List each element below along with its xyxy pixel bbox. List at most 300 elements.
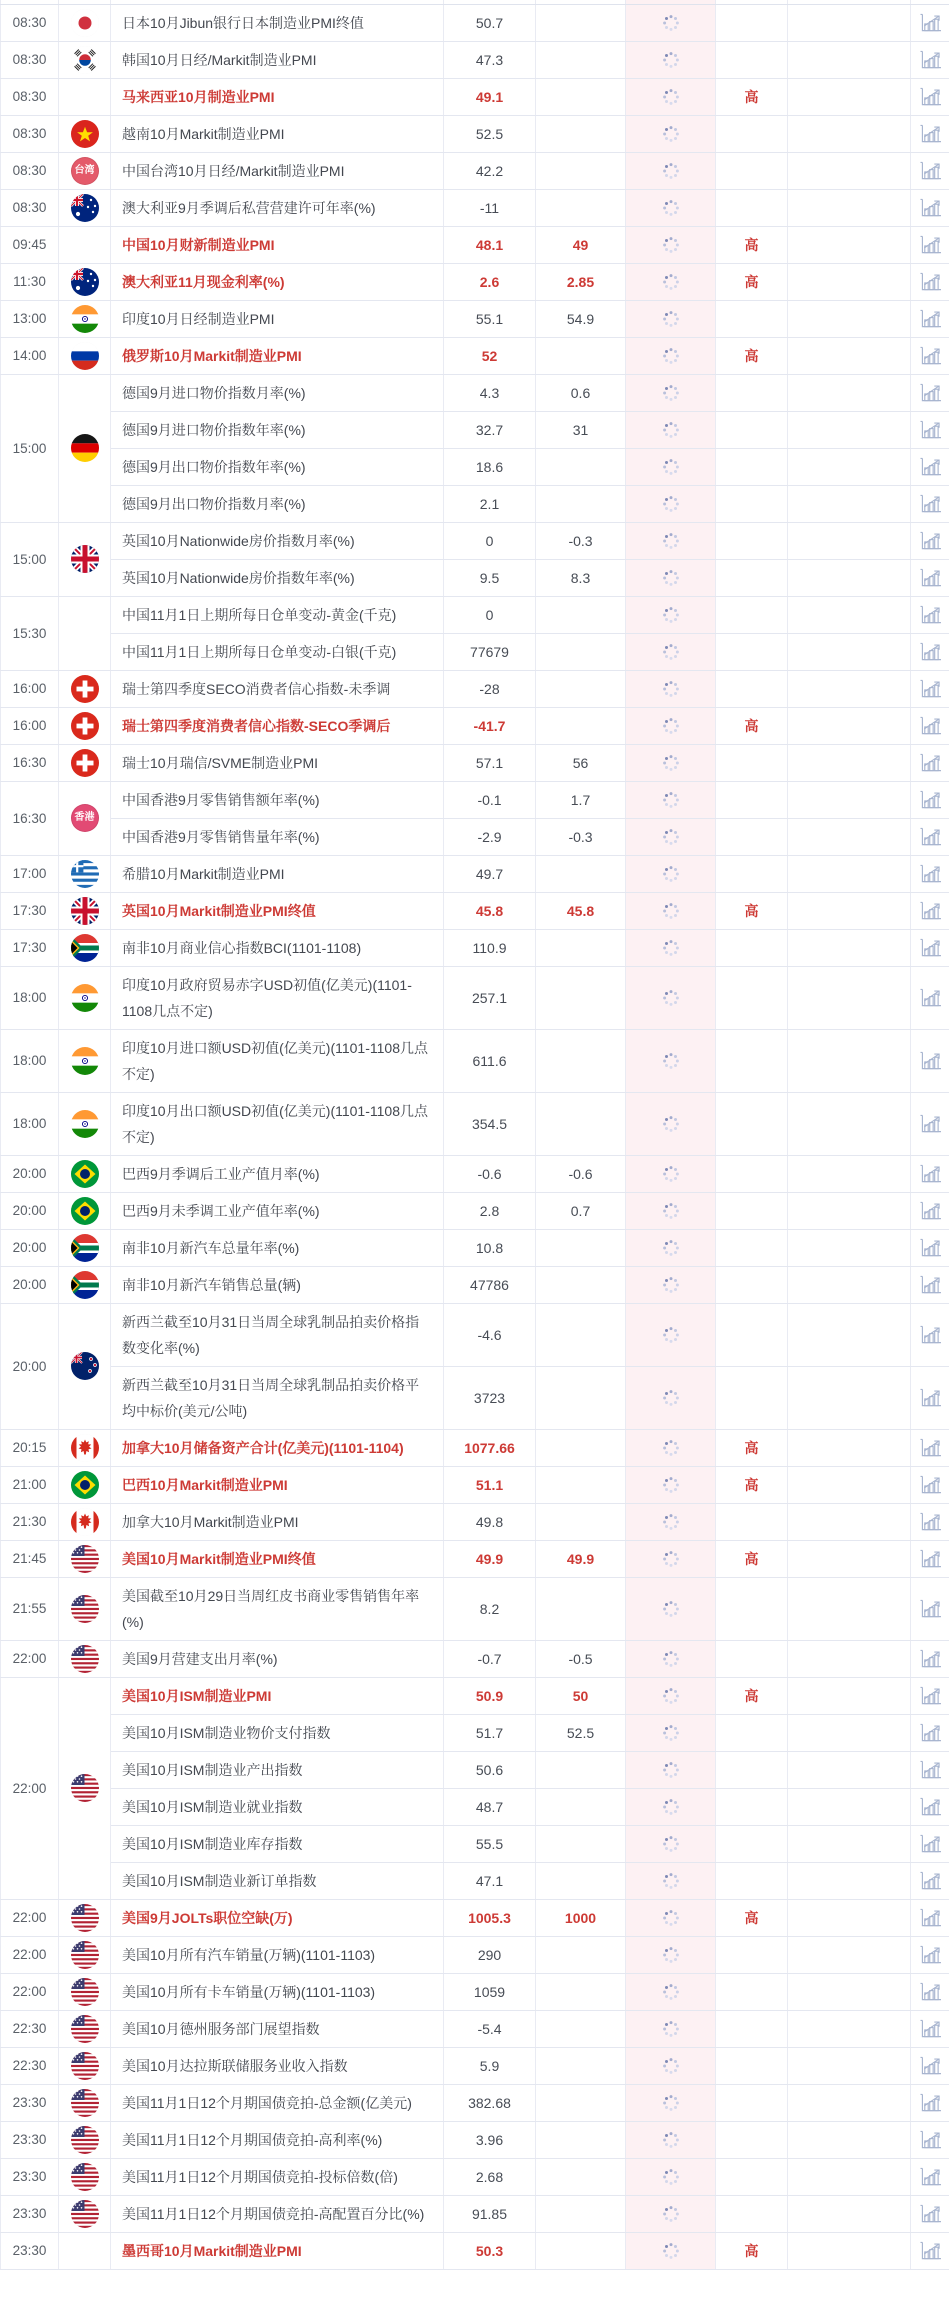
actual-value: -0.6 — [444, 1155, 536, 1192]
loading-spinner-icon — [662, 717, 680, 735]
actual-value: 47786 — [444, 1266, 536, 1303]
event-row — [1, 1640, 949, 1677]
actual-value: -2.9 — [444, 818, 536, 855]
empty-cell — [788, 1466, 911, 1503]
loading-spinner-icon — [662, 1326, 680, 1344]
event-time: 23:30 — [1, 2195, 59, 2232]
importance-cell — [716, 1466, 788, 1503]
empty-cell — [788, 559, 911, 596]
importance-cell — [716, 1155, 788, 1192]
empty-cell — [788, 1936, 911, 1973]
actual-value: 48.1 — [444, 226, 536, 263]
forecast-value: -0.6 — [536, 1155, 626, 1192]
country-flag-cell — [59, 744, 111, 781]
event-time: 14:00 — [1, 337, 59, 374]
event-time: 23:30 — [1, 2084, 59, 2121]
country-flag-cell — [59, 966, 111, 1029]
forecast-value — [536, 78, 626, 115]
event-time: 22:00 — [1, 1640, 59, 1677]
event-time: 09:45 — [1, 226, 59, 263]
actual-value: 55.5 — [444, 1825, 536, 1862]
bar-chart-icon[interactable] — [919, 309, 942, 329]
forecast-value — [536, 2084, 626, 2121]
bar-chart-icon[interactable] — [919, 753, 942, 773]
loading-spinner-icon — [662, 384, 680, 402]
bar-chart-icon[interactable] — [919, 2019, 942, 2039]
empty-cell — [788, 411, 911, 448]
event-time: 18:00 — [1, 1029, 59, 1092]
chart-cell — [911, 522, 949, 559]
bar-chart-icon[interactable] — [919, 2093, 942, 2113]
actual-value: 49.1 — [444, 78, 536, 115]
chart-cell — [911, 448, 949, 485]
event-row — [1, 300, 949, 337]
chart-cell — [911, 2084, 949, 2121]
empty-cell — [788, 1677, 911, 1714]
flag-australia-icon — [71, 194, 99, 222]
bar-chart-icon[interactable] — [919, 1686, 942, 1706]
importance-cell — [716, 1029, 788, 1092]
importance-cell — [716, 2010, 788, 2047]
loading-spinner-icon — [662, 791, 680, 809]
loading-spinner-icon — [662, 1115, 680, 1133]
bar-chart-icon[interactable] — [919, 1945, 942, 1965]
loading-spinner-icon — [662, 2168, 680, 2186]
forecast-value — [536, 2232, 626, 2269]
flag-usa-icon — [71, 1774, 99, 1802]
bar-chart-icon[interactable] — [919, 605, 942, 625]
flag-uk-icon — [71, 545, 99, 573]
bar-chart-icon[interactable] — [919, 1275, 942, 1295]
actual-value: 51.7 — [444, 1714, 536, 1751]
bar-chart-icon[interactable] — [919, 901, 942, 921]
chart-cell — [911, 1899, 949, 1936]
empty-cell — [788, 1640, 911, 1677]
loading-spinner-icon — [662, 310, 680, 328]
impact-loading-cell — [626, 1192, 716, 1229]
event-name: 美国10月所有汽车销量(万辆)(1101-1103) — [111, 1936, 444, 1973]
impact-loading-cell — [626, 1540, 716, 1577]
bar-chart-icon[interactable] — [919, 1164, 942, 1184]
bar-chart-icon[interactable] — [919, 87, 942, 107]
event-time: 22:00 — [1, 1677, 59, 1899]
bar-chart-icon[interactable] — [919, 13, 942, 33]
importance-cell — [716, 559, 788, 596]
chart-cell — [911, 2158, 949, 2195]
actual-value: 354.5 — [444, 1092, 536, 1155]
event-row — [1, 707, 949, 744]
importance-cell — [716, 1092, 788, 1155]
forecast-value — [536, 1092, 626, 1155]
event-name: 巴西10月Markit制造业PMI — [111, 1466, 444, 1503]
chart-cell — [911, 781, 949, 818]
bar-chart-icon[interactable] — [919, 161, 942, 181]
event-row — [1, 1029, 949, 1092]
impact-loading-cell — [626, 744, 716, 781]
importance-cell — [716, 263, 788, 300]
flag-usa-icon — [71, 2015, 99, 2043]
actual-value: -5.4 — [444, 2010, 536, 2047]
empty-cell — [788, 1266, 911, 1303]
high-importance-badge: 高 — [744, 273, 759, 290]
country-flag-cell — [59, 2195, 111, 2232]
event-time: 20:00 — [1, 1192, 59, 1229]
empty-cell — [788, 1092, 911, 1155]
country-flag-cell — [59, 2047, 111, 2084]
event-row — [1, 263, 949, 300]
flag-germany-icon — [71, 434, 99, 462]
importance-cell — [716, 337, 788, 374]
country-flag-cell — [59, 596, 111, 670]
bar-chart-icon[interactable] — [919, 1238, 942, 1258]
chart-cell — [911, 596, 949, 633]
event-row — [1, 2084, 949, 2121]
bar-chart-icon[interactable] — [919, 1549, 942, 1569]
forecast-value — [536, 1229, 626, 1266]
event-row — [1, 929, 949, 966]
bar-chart-icon[interactable] — [919, 124, 942, 144]
high-importance-badge: 高 — [744, 717, 759, 734]
importance-cell — [716, 4, 788, 41]
event-row — [1, 818, 949, 855]
country-flag-cell — [59, 1266, 111, 1303]
bar-chart-icon[interactable] — [919, 642, 942, 662]
empty-cell — [788, 2121, 911, 2158]
importance-cell — [716, 152, 788, 189]
actual-value: 32.7 — [444, 411, 536, 448]
impact-loading-cell — [626, 707, 716, 744]
empty-cell — [788, 1192, 911, 1229]
loading-spinner-icon — [662, 1761, 680, 1779]
loading-spinner-icon — [662, 643, 680, 661]
bar-chart-icon[interactable] — [919, 383, 942, 403]
bar-chart-icon[interactable] — [919, 2056, 942, 2076]
importance-cell — [716, 1429, 788, 1466]
empty-cell — [788, 818, 911, 855]
chart-cell — [911, 1266, 949, 1303]
forecast-value — [536, 1973, 626, 2010]
event-time: 22:00 — [1, 1899, 59, 1936]
loading-spinner-icon — [662, 1276, 680, 1294]
bar-chart-icon[interactable] — [919, 494, 942, 514]
bar-chart-icon[interactable] — [919, 2167, 942, 2187]
chart-cell — [911, 966, 949, 1029]
chart-cell — [911, 2010, 949, 2047]
bar-chart-icon[interactable] — [919, 1325, 942, 1345]
importance-cell — [716, 1229, 788, 1266]
bar-chart-icon[interactable] — [919, 1649, 942, 1669]
chart-cell — [911, 485, 949, 522]
impact-loading-cell — [626, 670, 716, 707]
chart-cell — [911, 2195, 949, 2232]
forecast-value — [536, 1825, 626, 1862]
flag-india-icon — [71, 984, 99, 1012]
event-time: 22:00 — [1, 1936, 59, 1973]
forecast-value: 1.7 — [536, 781, 626, 818]
forecast-value: 54.9 — [536, 300, 626, 337]
event-time: 11:30 — [1, 263, 59, 300]
empty-cell — [788, 1429, 911, 1466]
empty-cell — [788, 929, 911, 966]
forecast-value — [536, 1303, 626, 1366]
bar-chart-icon[interactable] — [919, 790, 942, 810]
event-name: 澳大利亚9月季调后私营营建许可年率(%) — [111, 189, 444, 226]
flag-south-africa-icon — [71, 1234, 99, 1262]
flag-brazil-icon — [71, 1197, 99, 1225]
actual-value: 51.1 — [444, 1466, 536, 1503]
loading-spinner-icon — [662, 421, 680, 439]
forecast-value: -0.3 — [536, 522, 626, 559]
bar-chart-icon[interactable] — [919, 1201, 942, 1221]
flag-india-icon — [71, 1110, 99, 1138]
event-name: 加拿大10月储备资产合计(亿美元)(1101-1104) — [111, 1429, 444, 1466]
chart-cell — [911, 1677, 949, 1714]
bar-chart-icon[interactable] — [919, 1599, 942, 1619]
bar-chart-icon[interactable] — [919, 716, 942, 736]
event-row — [1, 966, 949, 1029]
forecast-value: 8.3 — [536, 559, 626, 596]
event-name: 加拿大10月Markit制造业PMI — [111, 1503, 444, 1540]
country-flag-cell — [59, 1640, 111, 1677]
bar-chart-icon[interactable] — [919, 2241, 942, 2261]
loading-spinner-icon — [662, 1724, 680, 1742]
empty-cell — [788, 1229, 911, 1266]
country-flag-cell — [59, 707, 111, 744]
event-name: 美国10月ISM制造业PMI — [111, 1677, 444, 1714]
bar-chart-icon[interactable] — [919, 198, 942, 218]
forecast-value — [536, 1788, 626, 1825]
actual-value: 110.9 — [444, 929, 536, 966]
chart-cell — [911, 1577, 949, 1640]
empty-cell — [788, 1899, 911, 1936]
loading-spinner-icon — [662, 865, 680, 883]
impact-loading-cell — [626, 337, 716, 374]
event-row — [1, 1788, 949, 1825]
event-row — [1, 411, 949, 448]
event-name: 越南10月Markit制造业PMI — [111, 115, 444, 152]
bar-chart-icon[interactable] — [919, 235, 942, 255]
chart-cell — [911, 337, 949, 374]
bar-chart-icon[interactable] — [919, 1388, 942, 1408]
importance-cell — [716, 855, 788, 892]
forecast-value: 0.7 — [536, 1192, 626, 1229]
actual-value: 3.96 — [444, 2121, 536, 2158]
importance-cell — [716, 300, 788, 337]
event-row — [1, 1677, 949, 1714]
bar-chart-icon[interactable] — [919, 1114, 942, 1134]
loading-spinner-icon — [662, 1909, 680, 1927]
bar-chart-icon[interactable] — [919, 346, 942, 366]
bar-chart-icon[interactable] — [919, 568, 942, 588]
chart-cell — [911, 2232, 949, 2269]
chart-cell — [911, 1192, 949, 1229]
impact-loading-cell — [626, 2010, 716, 2047]
flag-switzerland-icon — [71, 749, 99, 777]
bar-chart-icon[interactable] — [919, 1438, 942, 1458]
impact-loading-cell — [626, 1936, 716, 1973]
impact-loading-cell — [626, 818, 716, 855]
bar-chart-icon[interactable] — [919, 1834, 942, 1854]
bar-chart-icon[interactable] — [919, 1760, 942, 1780]
impact-loading-cell — [626, 2084, 716, 2121]
impact-loading-cell — [626, 152, 716, 189]
chart-cell — [911, 189, 949, 226]
actual-value: -28 — [444, 670, 536, 707]
empty-cell — [788, 374, 911, 411]
actual-value: -0.7 — [444, 1640, 536, 1677]
country-flag-cell — [59, 2121, 111, 2158]
empty-cell — [788, 2232, 911, 2269]
bar-chart-icon[interactable] — [919, 1475, 942, 1495]
empty-cell — [788, 152, 911, 189]
forecast-value — [536, 448, 626, 485]
empty-cell — [788, 781, 911, 818]
actual-value: 91.85 — [444, 2195, 536, 2232]
bar-chart-icon[interactable] — [919, 420, 942, 440]
importance-cell — [716, 1973, 788, 2010]
bar-chart-icon[interactable] — [919, 1723, 942, 1743]
forecast-value: -0.3 — [536, 818, 626, 855]
flag-badge-text: 台湾 — [74, 164, 95, 176]
country-flag-cell — [59, 1429, 111, 1466]
bar-chart-icon[interactable] — [919, 1797, 942, 1817]
actual-value: -41.7 — [444, 707, 536, 744]
event-time: 22:00 — [1, 1973, 59, 2010]
chart-cell — [911, 1788, 949, 1825]
loading-spinner-icon — [662, 14, 680, 32]
importance-cell — [716, 115, 788, 152]
event-name: 中国11月1日上期所每日仓单变动-白银(千克) — [111, 633, 444, 670]
event-row — [1, 1155, 949, 1192]
country-flag-cell — [59, 2158, 111, 2195]
high-importance-badge: 高 — [744, 236, 759, 253]
event-time: 15:00 — [1, 374, 59, 522]
event-time: 21:45 — [1, 1540, 59, 1577]
actual-value: 45.8 — [444, 892, 536, 929]
impact-loading-cell — [626, 263, 716, 300]
chart-cell — [911, 411, 949, 448]
importance-cell — [716, 1577, 788, 1640]
event-row — [1, 4, 949, 41]
impact-loading-cell — [626, 2195, 716, 2232]
flag-hong-kong-badge-icon — [71, 804, 99, 832]
chart-cell — [911, 1155, 949, 1192]
actual-value: 1005.3 — [444, 1899, 536, 1936]
event-row — [1, 1577, 949, 1640]
event-time: 08:30 — [1, 152, 59, 189]
country-flag-cell — [59, 115, 111, 152]
loading-spinner-icon — [662, 1389, 680, 1407]
event-row — [1, 1192, 949, 1229]
bar-chart-icon[interactable] — [919, 2130, 942, 2150]
event-name: 巴西9月未季调工业产值年率(%) — [111, 1192, 444, 1229]
empty-cell — [788, 596, 911, 633]
bar-chart-icon[interactable] — [919, 1871, 942, 1891]
actual-value: 52.5 — [444, 115, 536, 152]
bar-chart-icon[interactable] — [919, 531, 942, 551]
high-importance-badge: 高 — [744, 902, 759, 919]
event-row — [1, 115, 949, 152]
loading-spinner-icon — [662, 1946, 680, 1964]
bar-chart-icon[interactable] — [919, 1051, 942, 1071]
flag-usa-icon — [71, 2126, 99, 2154]
chart-cell — [911, 2047, 949, 2084]
event-row — [1, 2121, 949, 2158]
event-name: 德国9月进口物价指数月率(%) — [111, 374, 444, 411]
impact-loading-cell — [626, 1266, 716, 1303]
bar-chart-icon[interactable] — [919, 1512, 942, 1532]
loading-spinner-icon — [662, 1798, 680, 1816]
loading-spinner-icon — [662, 495, 680, 513]
bar-chart-icon[interactable] — [919, 679, 942, 699]
country-flag-cell — [59, 1936, 111, 1973]
event-row — [1, 1466, 949, 1503]
loading-spinner-icon — [662, 2242, 680, 2260]
loading-spinner-icon — [662, 88, 680, 106]
event-name: 南非10月新汽车销售总量(辆) — [111, 1266, 444, 1303]
bar-chart-icon[interactable] — [919, 938, 942, 958]
actual-value: 49.9 — [444, 1540, 536, 1577]
chart-cell — [911, 1466, 949, 1503]
country-flag-cell — [59, 1155, 111, 1192]
loading-spinner-icon — [662, 125, 680, 143]
country-flag-cell — [59, 374, 111, 522]
importance-cell — [716, 2084, 788, 2121]
bar-chart-icon[interactable] — [919, 272, 942, 292]
chart-cell — [911, 1366, 949, 1429]
forecast-value: 49.9 — [536, 1540, 626, 1577]
actual-value: 47.1 — [444, 1862, 536, 1899]
event-time: 23:30 — [1, 2232, 59, 2269]
forecast-value — [536, 596, 626, 633]
bar-chart-icon[interactable] — [919, 1982, 942, 2002]
bar-chart-icon[interactable] — [919, 1908, 942, 1928]
empty-cell — [788, 2047, 911, 2084]
bar-chart-icon[interactable] — [919, 827, 942, 847]
chart-cell — [911, 929, 949, 966]
impact-loading-cell — [626, 4, 716, 41]
forecast-value — [536, 2121, 626, 2158]
impact-loading-cell — [626, 596, 716, 633]
event-time: 23:30 — [1, 2121, 59, 2158]
impact-loading-cell — [626, 78, 716, 115]
event-time: 20:00 — [1, 1155, 59, 1192]
importance-cell — [716, 1540, 788, 1577]
bar-chart-icon[interactable] — [919, 988, 942, 1008]
chart-cell — [911, 892, 949, 929]
loading-spinner-icon — [662, 1835, 680, 1853]
importance-cell — [716, 1366, 788, 1429]
event-name: 印度10月出口额USD初值(亿美元)(1101-1108几点不定) — [111, 1092, 444, 1155]
importance-cell — [716, 596, 788, 633]
empty-cell — [788, 2084, 911, 2121]
forecast-value: 49 — [536, 226, 626, 263]
bar-chart-icon[interactable] — [919, 864, 942, 884]
country-flag-cell — [59, 1503, 111, 1540]
event-time: 08:30 — [1, 4, 59, 41]
event-name: 希腊10月Markit制造业PMI — [111, 855, 444, 892]
bar-chart-icon[interactable] — [919, 457, 942, 477]
impact-loading-cell — [626, 189, 716, 226]
forecast-value — [536, 4, 626, 41]
loading-spinner-icon — [662, 1202, 680, 1220]
flag-usa-icon — [71, 1904, 99, 1932]
bar-chart-icon[interactable] — [919, 2204, 942, 2224]
bar-chart-icon[interactable] — [919, 50, 942, 70]
chart-cell — [911, 855, 949, 892]
empty-cell — [788, 448, 911, 485]
loading-spinner-icon — [662, 347, 680, 365]
